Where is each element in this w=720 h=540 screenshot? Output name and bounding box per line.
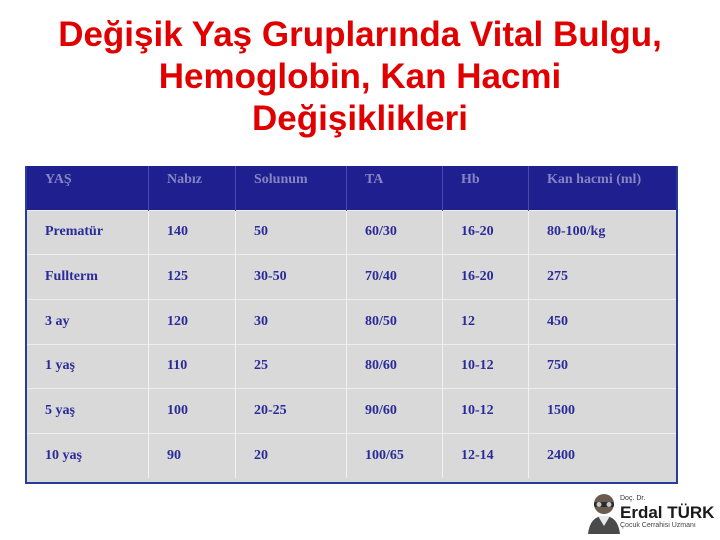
watermark-name: Erdal TÜRK <box>620 503 715 522</box>
cell-age: Fullterm <box>27 255 149 300</box>
cell-blood-volume: 750 <box>529 344 677 389</box>
cell-age: 10 yaş <box>27 433 149 478</box>
cell-blood-pressure: 80/60 <box>347 344 443 389</box>
header-pulse: Nabız <box>149 166 236 210</box>
cell-blood-volume: 450 <box>529 299 677 344</box>
cell-respiration: 50 <box>236 210 347 255</box>
cell-blood-volume: 80-100/kg <box>529 210 677 255</box>
cell-respiration: 30 <box>236 299 347 344</box>
cell-hemoglobin: 16-20 <box>443 255 529 300</box>
table-row <box>27 299 676 344</box>
cell-blood-pressure: 70/40 <box>347 255 443 300</box>
cell-blood-pressure: 100/65 <box>347 433 443 478</box>
cell-pulse: 140 <box>149 210 236 255</box>
cell-blood-pressure: 90/60 <box>347 389 443 434</box>
cell-pulse: 110 <box>149 344 236 389</box>
cell-respiration: 20-25 <box>236 389 347 434</box>
cell-blood-volume: 1500 <box>529 389 677 434</box>
title-line-2: Hemoglobin, Kan Hacmi <box>158 57 562 96</box>
watermark-text <box>620 495 714 530</box>
title-line-1: Değişik Yaş Gruplarında Vital Bulgu, <box>58 15 662 54</box>
cell-pulse: 90 <box>149 433 236 478</box>
cell-age: 5 yaş <box>27 389 149 434</box>
table-row <box>27 433 676 478</box>
cell-blood-volume: 275 <box>529 255 677 300</box>
table-row <box>27 210 676 255</box>
cell-respiration: 30-50 <box>236 255 347 300</box>
vital-signs-table-container <box>25 166 678 484</box>
header-blood-pressure: TA <box>347 166 443 210</box>
table-row <box>27 344 676 389</box>
cell-age: 3 ay <box>27 299 149 344</box>
table-row <box>27 389 676 434</box>
cell-blood-pressure: 60/30 <box>347 210 443 255</box>
cell-pulse: 125 <box>149 255 236 300</box>
table-header-row <box>27 166 676 210</box>
author-watermark <box>584 488 718 536</box>
cell-hemoglobin: 12-14 <box>443 433 529 478</box>
cell-pulse: 100 <box>149 389 236 434</box>
cell-blood-pressure: 80/50 <box>347 299 443 344</box>
cell-respiration: 25 <box>236 344 347 389</box>
table-row <box>27 255 676 300</box>
author-avatar-icon <box>586 490 622 534</box>
cell-hemoglobin: 10-12 <box>443 344 529 389</box>
cell-hemoglobin: 16-20 <box>443 210 529 255</box>
slide-title <box>0 14 720 140</box>
cell-pulse: 120 <box>149 299 236 344</box>
cell-hemoglobin: 12 <box>443 299 529 344</box>
vital-signs-table <box>27 166 676 478</box>
title-line-3: Değişiklikleri <box>252 99 468 138</box>
watermark-title: Doç. Dr. <box>620 495 646 502</box>
cell-blood-volume: 2400 <box>529 433 677 478</box>
cell-respiration: 20 <box>236 433 347 478</box>
cell-age: 1 yaş <box>27 344 149 389</box>
header-hemoglobin: Hb <box>443 166 529 210</box>
header-blood-volume: Kan hacmi (ml) <box>547 171 642 187</box>
header-respiration: Solunum <box>236 166 347 210</box>
watermark-subtitle: Çocuk Cerrahisi Uzmanı <box>620 522 696 529</box>
cell-age: Prematür <box>27 210 149 255</box>
header-age: YAŞ <box>27 166 149 210</box>
cell-hemoglobin: 10-12 <box>443 389 529 434</box>
